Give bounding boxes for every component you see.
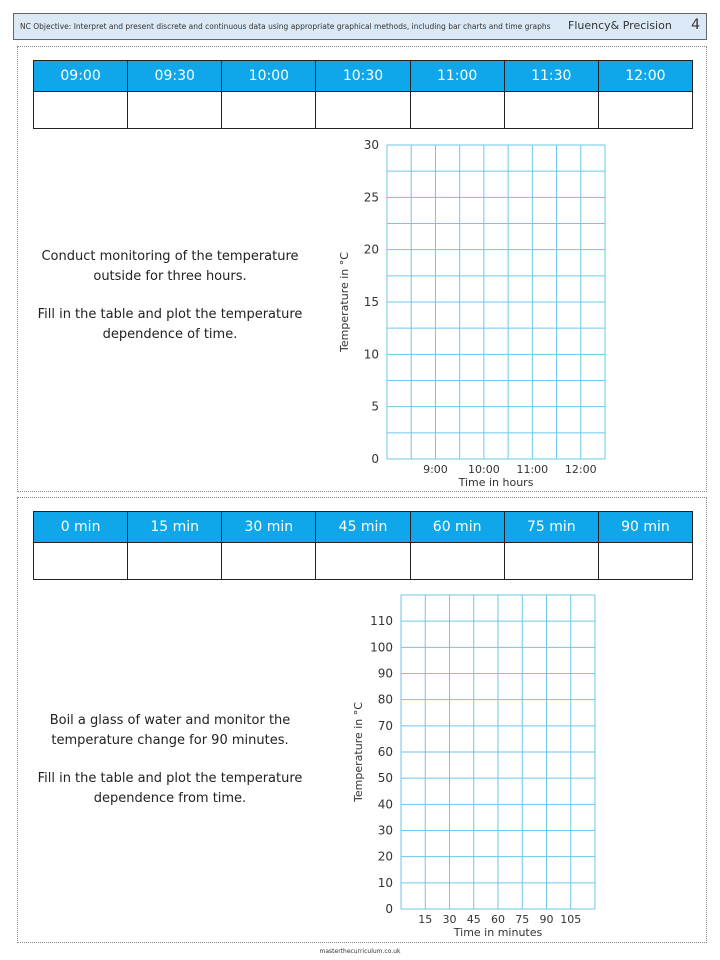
y-tick-label: 0	[371, 452, 379, 466]
table-input-row	[34, 92, 693, 129]
instruction-text: Boil a glass of water and monitor the temperature change for 90 minutes.	[49, 713, 291, 748]
table-header-row	[34, 512, 693, 543]
y-tick-label: 5	[371, 399, 379, 414]
table-header-cell: 30 min	[222, 512, 316, 543]
table-input-cell[interactable]	[222, 92, 316, 129]
table-header-cell: 11:00	[410, 61, 504, 92]
x-tick-label: 45	[466, 913, 481, 926]
x-tick-label: 75	[515, 913, 530, 926]
table-header-row	[34, 61, 693, 92]
y-tick-label: 90	[377, 666, 393, 681]
y-tick-label: 40	[377, 797, 393, 812]
table-header-cell: 12:00	[598, 61, 692, 92]
table-header-cell: 90 min	[598, 512, 692, 543]
table-header-cell: 15 min	[128, 512, 222, 543]
table-header-cell: 45 min	[316, 512, 410, 543]
header-bar	[13, 13, 707, 40]
table-input-cell[interactable]	[34, 543, 128, 580]
section-2-instructions	[32, 711, 308, 809]
table-input-cell[interactable]	[128, 92, 222, 129]
table-header-cell: 60 min	[410, 512, 504, 543]
y-tick-label: 30	[363, 138, 379, 152]
table-input-cell[interactable]	[410, 543, 504, 580]
x-axis-label: Time in minutes	[453, 926, 543, 939]
x-tick-label: 90	[539, 913, 554, 926]
table-header-cell: 11:30	[504, 61, 598, 92]
y-axis-label: Temperature in °C	[338, 252, 351, 352]
y-tick-label: 10	[363, 347, 379, 362]
strand-label: Fluency& Precision	[568, 19, 672, 32]
table-input-cell[interactable]	[504, 543, 598, 580]
y-tick-label: 50	[377, 771, 393, 786]
y-tick-label: 20	[363, 242, 379, 257]
table-input-cell[interactable]	[598, 543, 692, 580]
table-header-cell: 0 min	[34, 512, 128, 543]
table-input-cell[interactable]	[598, 92, 692, 129]
y-tick-label: 70	[377, 718, 393, 733]
x-tick-label: 12:00	[564, 463, 597, 476]
table-input-cell[interactable]	[316, 92, 410, 129]
table-input-row	[34, 543, 693, 580]
objective-text: NC Objective: Interpret and present discrete and continuous data using appropriate graphical methods, including bar charts and time graphs	[20, 22, 551, 31]
y-tick-label: 25	[363, 190, 379, 205]
y-tick-label: 30	[377, 823, 393, 838]
instruction-text: Conduct monitoring of the temperature outside for three hours.	[41, 249, 299, 284]
y-tick-label: 15	[363, 295, 379, 309]
x-tick-label: 11:00	[516, 463, 549, 476]
y-tick-label: 20	[377, 849, 393, 864]
x-axis-label: Time in hours	[458, 476, 534, 489]
y-tick-label: 80	[377, 692, 393, 707]
table-input-cell[interactable]	[504, 92, 598, 129]
x-tick-label: 15	[418, 913, 433, 926]
x-tick-label: 30	[442, 913, 457, 926]
table-input-cell[interactable]	[316, 543, 410, 580]
y-tick-label: 0	[385, 902, 393, 916]
x-tick-label: 10:00	[468, 463, 500, 476]
y-tick-label: 10	[377, 875, 393, 890]
section-1-instructions	[32, 247, 308, 345]
page-number: 4	[691, 17, 700, 33]
y-tick-label: 100	[370, 640, 393, 655]
y-tick-label: 110	[370, 614, 393, 629]
y-axis-label: Temperature in °C	[352, 702, 365, 802]
table-header-cell: 10:00	[222, 61, 316, 92]
instruction-text: Fill in the table and plot the temperature dependence of time.	[37, 307, 303, 342]
table-input-cell[interactable]	[410, 92, 504, 129]
table-input-cell[interactable]	[34, 92, 128, 129]
section-2-table	[33, 511, 693, 580]
instruction-text: Fill in the table and plot the temperature dependence from time.	[37, 771, 303, 806]
table-header-cell: 09:00	[34, 61, 128, 92]
temperature-hours-chart	[330, 130, 620, 492]
table-header-cell: 09:30	[128, 61, 222, 92]
table-header-cell: 75 min	[504, 512, 598, 543]
x-tick-label: 60	[491, 913, 505, 926]
temperature-minutes-chart	[340, 585, 620, 940]
y-tick-label: 60	[377, 745, 393, 759]
x-tick-label: 105	[560, 913, 582, 926]
footer-url: masterthecurriculum.co.uk	[319, 948, 401, 955]
table-input-cell[interactable]	[222, 543, 316, 580]
table-header-cell: 10:30	[316, 61, 410, 92]
section-1-table	[33, 60, 693, 129]
x-tick-label: 9:00	[423, 463, 448, 476]
table-input-cell[interactable]	[128, 543, 222, 580]
